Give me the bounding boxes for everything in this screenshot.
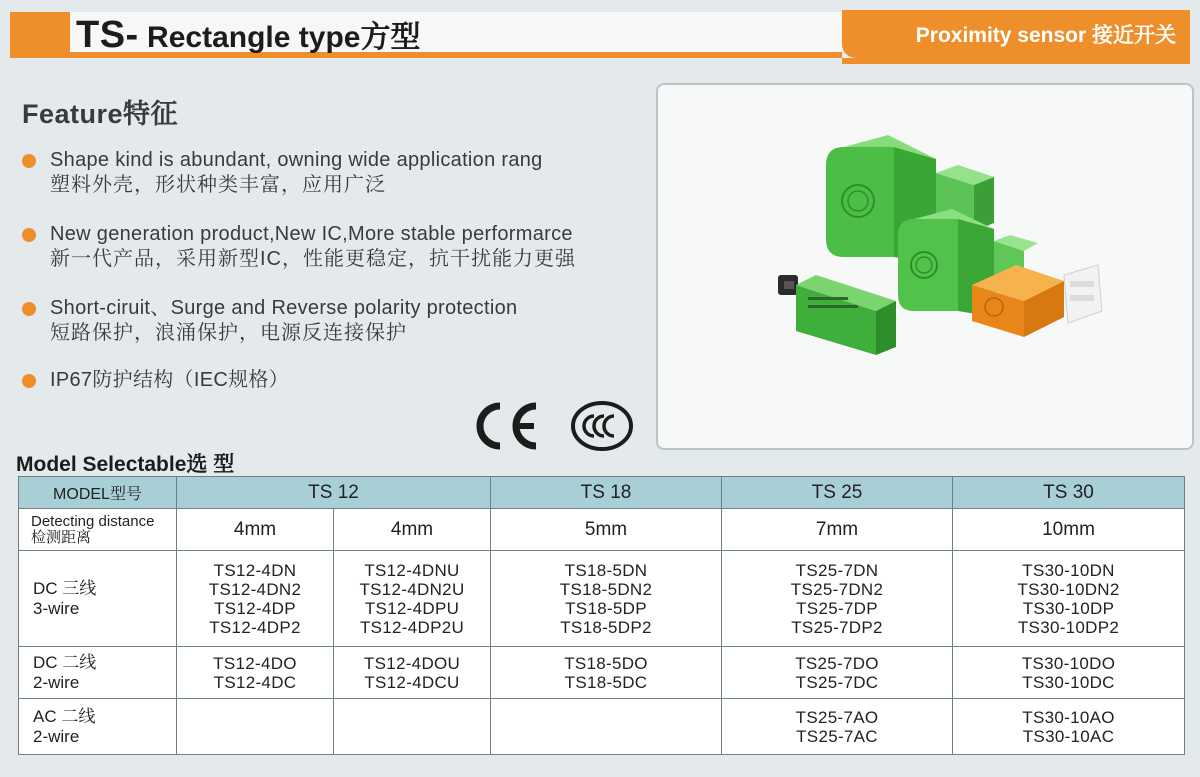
model-number: TS25-7AC [796,726,878,746]
model-number: TS18-5DN [564,560,648,580]
model-number: TS12-4DP2 [209,617,301,637]
model-number: TS12-4DNU [364,560,460,580]
model-number: TS12-4DN [213,560,297,580]
model-number: TS30-10DP2 [1017,617,1120,637]
model-number: TS30-10DN [1022,560,1115,580]
model-number: TS12-4DCU [364,672,460,692]
model-number: TS12-4DPU [364,598,460,618]
feature-text-zh: 新一代产品，采用新型IC，性能更稳定，抗干扰能力更强 [50,248,576,270]
model-number: TS18-5DP [565,598,647,618]
distance-label-zh: 检测距离 [31,528,92,546]
model-cell [953,699,1185,755]
row-label-cell [19,647,177,699]
category-tab [842,10,1190,58]
model-cell [177,699,334,755]
product-photo [656,83,1194,450]
model-number: TS25-7DP [796,598,878,618]
model-number: TS12-4DP2U [359,617,465,637]
table-row [19,551,1185,647]
feature-heading: Feature特征 [22,99,179,129]
model-number: TS18-5DP2 [560,617,652,637]
model-number: TS30-10DN2 [1017,579,1120,599]
model-cell [334,699,491,755]
model-number: TS25-7DN [795,560,879,580]
model-number: TS18-5DN2 [559,579,653,599]
model-cell [334,551,491,647]
feature-text-zh: 短路保护，浪涌保护，电源反连接保护 [50,322,407,344]
row-label-en: 3-wire [33,598,80,618]
model-cell [334,647,491,699]
model-cell [722,647,953,699]
model-number: TS12-4DO [213,653,297,673]
model-number: TS12-4DC [213,672,297,692]
bullet-dot-icon [22,154,36,168]
model-table [18,476,1185,755]
table-row [19,699,1185,755]
row-label-zh: DC 三线 [33,578,97,598]
model-cell [491,699,722,755]
page-title [76,12,420,58]
row-label-en: 2-wire [33,726,80,746]
model-number: TS25-7DN2 [790,579,884,599]
feature-text-zh: 塑料外壳，形状种类丰富，应用广泛 [50,174,386,196]
small-sensor-icon [778,275,896,355]
model-header-cell: MODEL型号 [19,477,177,509]
ccc-mark-icon [570,400,634,452]
distance-label-en: Detecting distance [31,512,155,530]
model-cell [177,551,334,647]
row-label-zh: DC 二线 [33,652,97,672]
table-header-row [19,477,1185,509]
distance-cell: 10mm [953,509,1185,551]
model-cell [491,551,722,647]
model-cell [722,551,953,647]
feature-item [22,296,517,346]
title-prefix: TS- [76,14,139,56]
series-header-cell: TS 12 [177,477,491,509]
model-number: TS30-10DO [1021,653,1116,673]
model-number: TS30-10DC [1022,672,1115,692]
series-header-cell: TS 18 [491,477,722,509]
model-number: TS30-10AO [1022,707,1115,727]
feature-item [22,222,576,272]
feature-item [22,148,543,198]
model-number: TS12-4DN2 [208,579,302,599]
distance-cell: 4mm [177,509,334,551]
model-number: TS18-5DC [564,672,648,692]
sensor-illustration [658,85,1192,448]
model-cell [953,647,1185,699]
feature-text-en: IP67防护结构（IEC规格） [50,369,289,391]
feature-item [22,368,289,393]
model-number: TS30-10DP [1022,598,1115,618]
bullet-dot-icon [22,228,36,242]
series-header-cell: TS 25 [722,477,953,509]
distance-row [19,509,1185,551]
model-number: TS18-5DO [564,653,648,673]
model-number: TS25-7DO [795,653,879,673]
title-rest: Rectangle type方型 [138,21,421,54]
row-label-cell [19,699,177,755]
feature-text-en: Short-ciruit、Surge and Reverse polarity protection [50,297,518,319]
bullet-dot-icon [22,302,36,316]
model-cell [491,647,722,699]
ce-mark-icon [470,398,542,454]
model-number: TS25-7AO [795,707,879,727]
model-cell [953,551,1185,647]
model-number: TS25-7DP2 [791,617,883,637]
model-number: TS12-4DN2U [359,579,465,599]
model-number: TS12-4DP [214,598,296,618]
model-number: TS12-4DOU [363,653,461,673]
feature-text-en: New generation product,New IC,More stable performarce [50,223,573,245]
model-table-heading: Model Selectable选 型 [16,453,235,476]
model-cell [177,647,334,699]
bullet-dot-icon [22,374,36,388]
distance-cell: 7mm [722,509,953,551]
distance-cell: 5mm [491,509,722,551]
category-tab-label: Proximity sensor 接近开关 [915,24,1176,47]
series-header-cell: TS 30 [953,477,1185,509]
table-row [19,647,1185,699]
model-number: TS30-10AC [1022,726,1115,746]
distance-cell: 4mm [334,509,491,551]
feature-text-en: Shape kind is abundant, owning wide application rang [50,149,543,171]
distance-label-cell [19,509,177,551]
row-label-zh: AC 二线 [33,706,96,726]
tab-underline [842,58,1190,64]
model-cell [722,699,953,755]
row-label-cell [19,551,177,647]
model-number: TS25-7DC [795,672,879,692]
title-accent [10,12,70,58]
row-label-en: 2-wire [33,672,80,692]
